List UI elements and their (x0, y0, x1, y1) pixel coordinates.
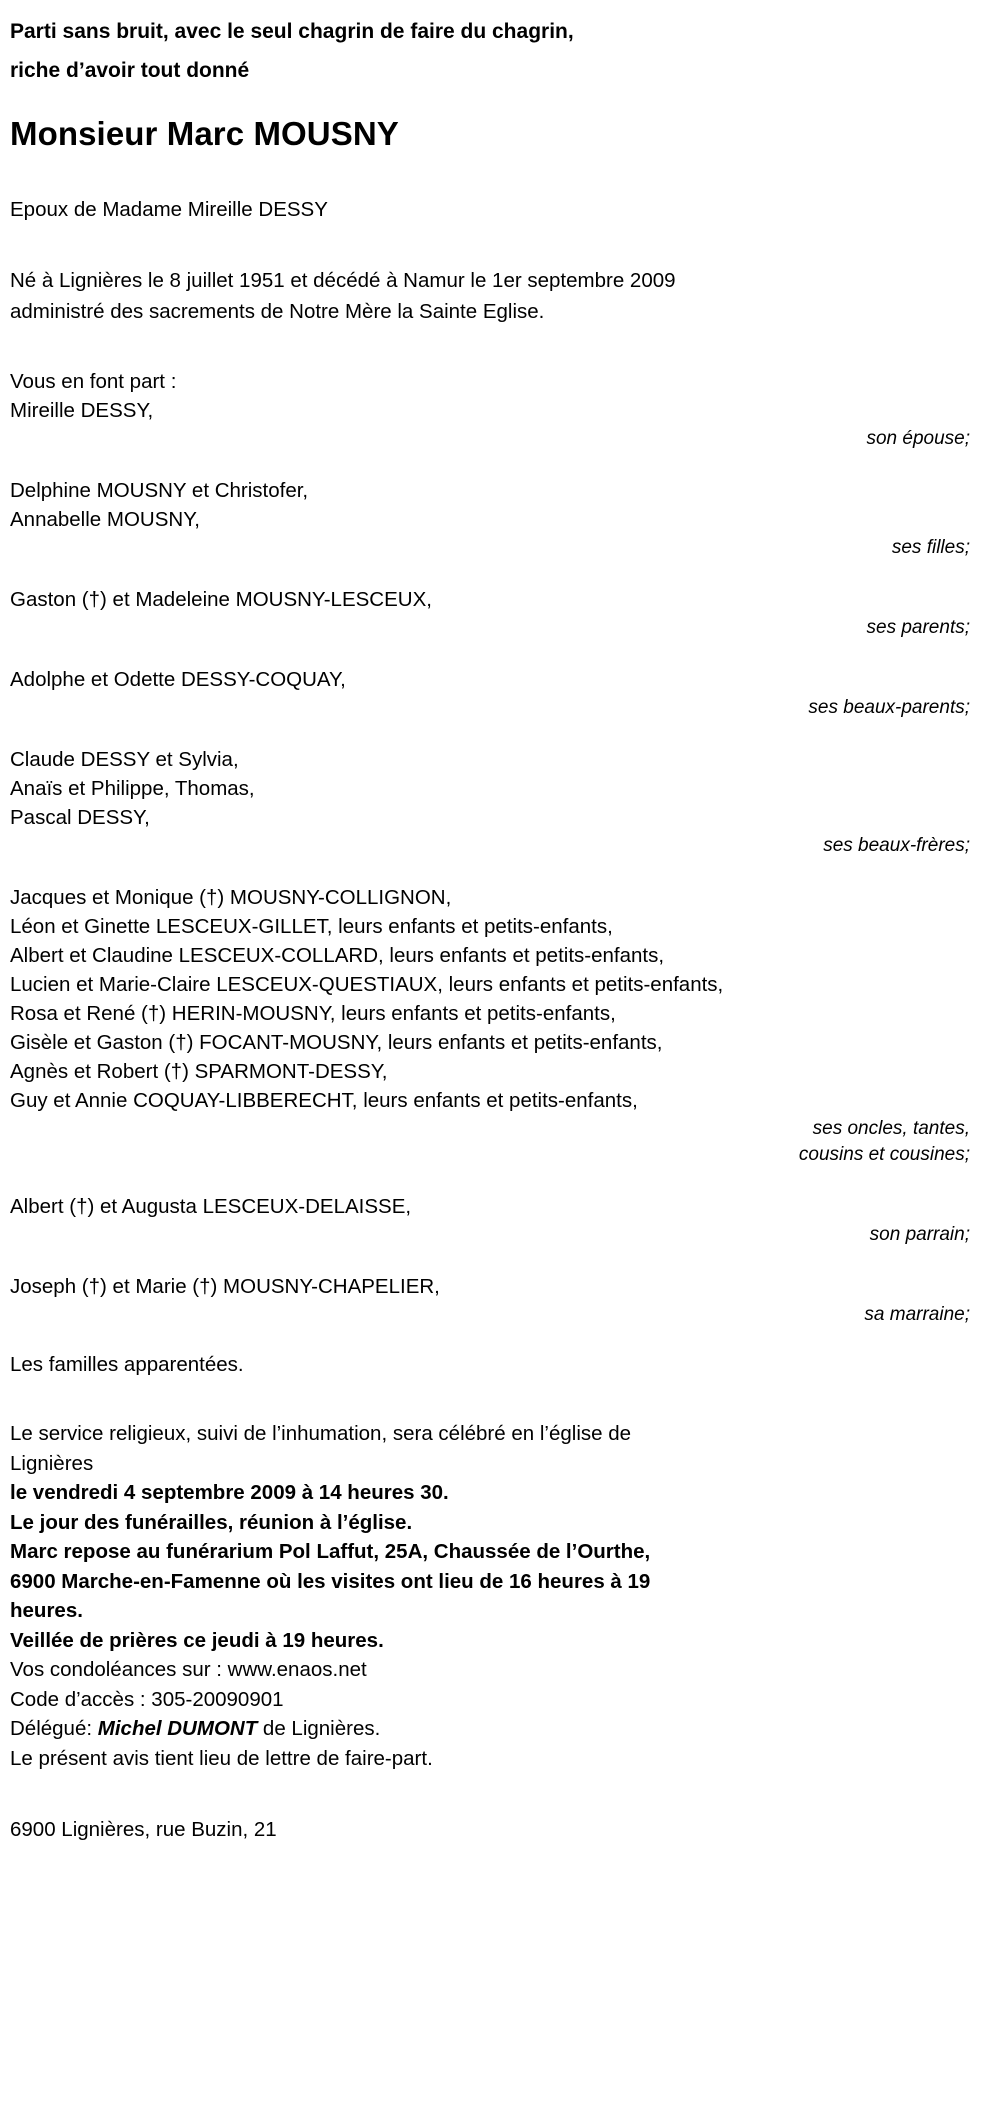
service-line-1: Le service religieux, suivi de l’inhumation, sera célébré en l’église de (10, 1422, 632, 1445)
family-member: Guy et Annie COQUAY-LIBBERECHT, leurs enfants et petits-enfants, (10, 1089, 638, 1112)
family-relation-label: ses oncles, tantes, (812, 1118, 970, 1139)
family-list (10, 396, 974, 1329)
family-group (10, 665, 974, 722)
condolences-line: Vos condoléances sur : www.enaos.net (10, 1658, 367, 1681)
vitals-line-2: administré des sacrements de Notre Mère la Sainte Eglise. (10, 300, 545, 323)
family-member: Rosa et René (†) HERIN-MOUSNY, leurs enfants et petits-enfants, (10, 1002, 616, 1025)
delegate-line (10, 1714, 974, 1744)
family-group (10, 476, 974, 562)
family-relation-label: ses parents; (866, 617, 970, 638)
funeral-home-line-3: heures. (10, 1599, 83, 1622)
service-line-2: Lignières (10, 1451, 94, 1475)
group-spacer (10, 1249, 974, 1272)
family-member: Delphine MOUSNY et Christofer, (10, 479, 309, 502)
family-member: Annabelle MOUSNY, (10, 508, 200, 531)
family-relation-label: ses beaux-frères; (823, 835, 970, 856)
family-member: Adolphe et Odette DESSY-COQUAY, (10, 668, 346, 691)
family-member: Albert et Claudine LESCEUX-COLLARD, leurs enfants et petits-enfants, (10, 944, 665, 967)
group-spacer (10, 1169, 974, 1192)
group-spacer (10, 642, 974, 665)
announcement-intro: Vous en font part : (10, 370, 177, 393)
service-gathering: Le jour des funérailles, réunion à l’église. (10, 1510, 413, 1534)
family-group (10, 745, 974, 860)
service-datetime: le vendredi 4 septembre 2009 à 14 heures 30. (10, 1481, 449, 1504)
family-relation-label: son épouse; (866, 428, 970, 449)
delegate-suffix: de Lignières. (257, 1717, 381, 1740)
family-member: Gaston (†) et Madeleine MOUSNY-LESCEUX, (10, 588, 432, 611)
family-relation-label: ses filles; (891, 537, 970, 558)
group-spacer (10, 453, 974, 476)
epigraph-line-2: riche d’avoir tout donné (10, 59, 250, 82)
deceased-name: Monsieur Marc MOUSNY (10, 115, 399, 152)
family-group (10, 1192, 974, 1249)
family-group (10, 585, 974, 642)
family-member: Anaïs et Philippe, Thomas, (10, 777, 255, 800)
closing-families: Les familles apparentées. (10, 1353, 244, 1376)
family-member: Gisèle et Gaston (†) FOCANT-MOUSNY, leurs enfants et petits-enfants, (10, 1031, 663, 1054)
family-relation-label: ses beaux-parents; (808, 697, 970, 718)
delegate-name: Michel DUMONT (97, 1717, 258, 1740)
service-details (10, 1419, 974, 1773)
family-relation-label-continued: cousins et cousines; (798, 1144, 970, 1165)
group-spacer (10, 860, 974, 883)
family-member: Jacques et Monique (†) MOUSNY-COLLIGNON, (10, 886, 452, 909)
family-member: Lucien et Marie-Claire LESCEUX-QUESTIAUX, leurs enfants et petits-enfants, (10, 973, 724, 996)
spouse-line: Epoux de Madame Mireille DESSY (10, 198, 328, 221)
family-member: Pascal DESSY, (10, 806, 150, 829)
family-member: Albert (†) et Augusta LESCEUX-DELAISSE, (10, 1195, 412, 1218)
family-member: Léon et Ginette LESCEUX-GILLET, leurs enfants et petits-enfants, (10, 915, 613, 938)
epigraph (10, 14, 974, 88)
funeral-home-line-1: Marc repose au funérarium Pol Laffut, 25A, Chaussée de l’Ourthe, (10, 1540, 651, 1563)
delegate-prefix: Délégué: (10, 1717, 98, 1740)
group-spacer (10, 722, 974, 745)
family-member: Mireille DESSY, (10, 399, 154, 422)
vitals-line-1: Né à Lignières le 8 juillet 1951 et décédé à Namur le 1er septembre 2009 (10, 269, 676, 292)
faire-part-notice: Le présent avis tient lieu de lettre de faire-part. (10, 1746, 433, 1770)
family-group (10, 1272, 974, 1329)
prayer-vigil: Veillée de prières ce jeudi à 19 heures. (10, 1628, 384, 1652)
family-relation-label: sa marraine; (864, 1304, 970, 1325)
family-member: Agnès et Robert (†) SPARMONT-DESSY, (10, 1060, 388, 1083)
footer-address: 6900 Lignières, rue Buzin, 21 (10, 1818, 277, 1841)
group-spacer (10, 562, 974, 585)
family-group (10, 396, 974, 453)
funeral-home-line-2: 6900 Marche-en-Famenne où les visites ont lieu de 16 heures à 19 (10, 1569, 651, 1593)
epigraph-line-1: Parti sans bruit, avec le seul chagrin de faire du chagrin, (10, 20, 574, 43)
family-member: Joseph (†) et Marie (†) MOUSNY-CHAPELIER, (10, 1275, 440, 1298)
family-group (10, 883, 974, 1169)
vitals-block (10, 265, 974, 327)
access-code-line: Code d’accès : 305-20090901 (10, 1687, 284, 1711)
family-relation-label: son parrain; (869, 1224, 970, 1245)
family-member: Claude DESSY et Sylvia, (10, 748, 239, 771)
